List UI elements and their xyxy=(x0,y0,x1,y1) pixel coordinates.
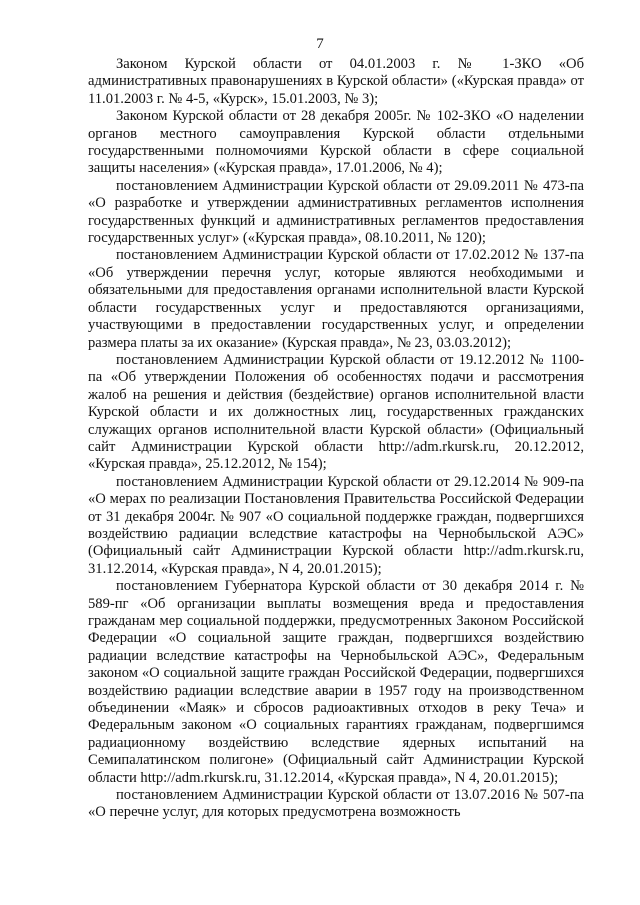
document-body xyxy=(88,56,584,822)
paragraph-governor-resolution-589: постановлением Губернатора Курской области от 30 декабря 2014 г. № 589-пг «Об организации выплаты возмещения вреда и предоставления гражданам мер социальной поддержки, предусмотренных Законом Российской Федерации «О социальной защите граждан, подвергшихся воздействию радиации вследствие катастрофы на Чернобыльской АЭС», Федеральным законом «О социальной защите граждан Российской Федерации, подвергшихся воздействию радиации вследствие аварии в 1957 году на производственном объединении «Маяк» и сбросов радиоактивных отходов в реку Теча» и Федеральным законом «О социальных гарантиях гражданам, подвергшимся радиационному воздействию вследствие ядерных испытаний на Семипалатинском полигоне» (Официальный сайт Администрации Курской области http://adm.rkursk.ru, 31.12.2014, «Курская правда», N 4, 20.01.2015); xyxy=(88,578,584,786)
paragraph-resolution-1100: постановлением Администрации Курской области от 19.12.2012 № 1100-па «Об утверждении Положения об особенностях подачи и рассмотрения жалоб на решения и действия (бездействие) органов исполнительной власти Курской области и их должностных лиц, государственных гражданских служащих органов исполнительной власти Курской области» (Официальный сайт Администрации Курской области http://adm.rkursk.ru, 20.12.2012, «Курская правда», 25.12.2012, № 154); xyxy=(88,351,584,473)
paragraph-resolution-473: постановлением Администрации Курской области от 29.09.2011 № 473-па «О разработке и утверждении административных регламентов исполнения государственных функций и административных регламентов предоставления государственных услуг» («Курская правда», 08.10.2011, № 120); xyxy=(88,177,584,247)
paragraph-resolution-507: постановлением Администрации Курской области от 13.07.2016 № 507-па «О перечне услуг, для которых предусмотрена возможность xyxy=(88,787,584,821)
paragraph-law-social-protection-powers: Законом Курской области от 28 декабря 2005г. № 102-ЗКО «О наделении органов местного самоуправления Курской области отдельными государственными полномочиями Курской области в сфере социальной защиты населения» («Курская правда», 17.01.2006, № 4); xyxy=(88,108,584,177)
page-number: 7 xyxy=(316,36,324,52)
paragraph-resolution-909: постановлением Администрации Курской области от 29.12.2014 № 909-па «О мерах по реализации Постановления Правительства Российской Федерации от 31 декабря 2004г. № 907 «О социальной поддержке граждан, подвергшихся воздействию радиации вследствие катастрофы на Чернобыльской АЭС» (Официальный сайт Администрации Курской области http://adm.rkursk.ru, 31.12.2014, «Курская правда», N 4, 20.01.2015); xyxy=(88,473,584,577)
paragraph-resolution-137: постановлением Администрации Курской области от 17.02.2012 № 137-па «Об утверждении перечня услуг, которые являются необходимыми и обязательными для предоставления органами исполнительной власти Курской области государственных услуг и предоставляются организациями, участвующими в предоставлении государственных услуг, и определении размера платы за их оказание» (Курская правда», № 23, 03.03.2012); xyxy=(88,247,584,351)
paragraph-law-administrative-offenses: Законом Курской области от 04.01.2003 г. № 1-ЗКО «Об административных правонарушениях в Курской области» («Курская правда» от 11.01.2003 г. № 4-5, «Курск», 15.01.2003, № 3); xyxy=(88,56,584,107)
